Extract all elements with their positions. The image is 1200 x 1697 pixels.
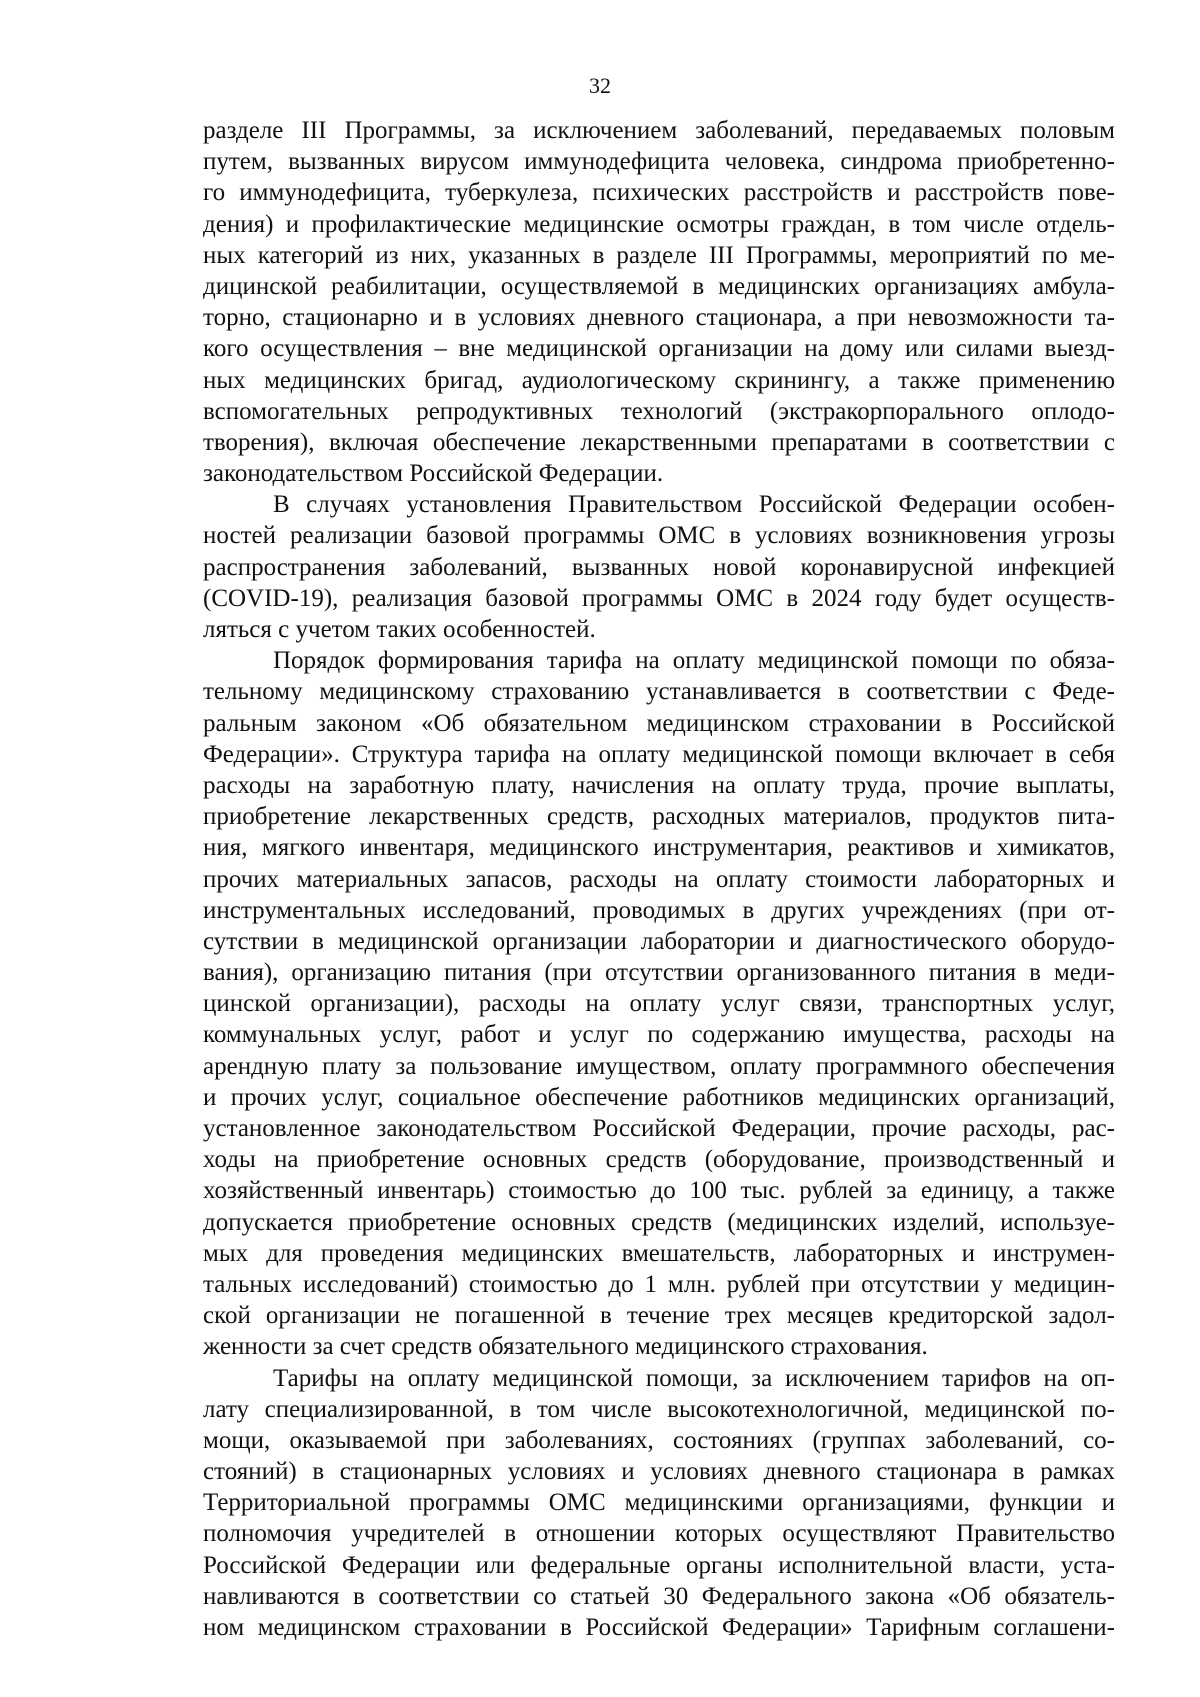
paragraph [203,115,1115,489]
text-line: ном медицинском страховании в Российской Федерации» Тарифным соглашени- [203,1614,1115,1641]
text-line: В случаях установления Правительством Российской Федерации особен- [273,491,1115,519]
text-line: торно, стационарно и в условиях дневного стационара, а при невозможности та- [203,304,1115,332]
text-line: установленное законодательством Российской Федерации, прочие расходы, рас- [203,1115,1115,1142]
text-line: расходы на заработную плату, начисления на оплату труда, прочие выплаты, [203,771,1115,799]
text-line: арендную плату за пользование имуществом, оплату программного обеспечения [203,1052,1115,1080]
text-line: мых для проведения медицинских вмешательств, лабораторных и инструмен- [203,1239,1115,1267]
text-line: кого осуществления – вне медицинской организации на дому или силами выезд- [203,335,1115,363]
text-line: мощи, оказываемой при заболеваниях, состояниях (группах заболеваний, со- [203,1426,1115,1454]
text-line: стояний) в стационарных условиях и условиях дневного стационара в рамках [203,1458,1115,1486]
text-line: приобретение лекарственных средств, расходных материалов, продуктов пита- [203,803,1115,831]
paragraph [203,489,1115,645]
text-line: распространения заболеваний, вызванных новой коронавирусной инфекцией [203,553,1115,581]
text-line: Российской Федерации или федеральные органы исполнительной власти, уста- [203,1551,1115,1579]
text-line: дения) и профилактические медицинские осмотры граждан, в том числе отдель- [203,210,1115,238]
text-line: Порядок формирования тарифа на оплату медицинской помощи по обяза- [273,647,1115,675]
paragraph [203,1363,1115,1644]
text-line: тельному медицинскому страхованию устанавливается в соответствии с Феде- [203,678,1115,706]
text-line: (COVID-19), реализация базовой программы ОМС в 2024 году будет осуществ- [203,584,1115,612]
text-line: творения), включая обеспечение лекарственными препаратами в соответствии с [203,428,1115,456]
text-line: хозяйственный инвентарь) стоимостью до 100 тыс. рублей за единицу, а также [203,1177,1115,1205]
text-line: лату специализированной, в том числе высокотехнологичной, медицинской по- [203,1395,1115,1423]
text-line: ляться с учетом таких особенностей. [203,616,596,643]
text-line: ральным законом «Об обязательном медицинском страховании в Российской [203,709,1115,737]
text-line: сутствии в медицинской организации лаборатории и диагностического оборудо- [203,927,1115,955]
text-line: навливаются в соответствии со статьей 30 Федерального закона «Об обязатель- [203,1582,1115,1610]
text-line: разделе III Программы, за исключением заболеваний, передаваемых половым [203,117,1115,144]
text-line: го иммунодефицита, туберкулеза, психических расстройств и расстройств пове- [203,179,1115,207]
text-line: вания), организацию питания (при отсутствии организованного питания в меди- [203,959,1115,987]
text-line: ностей реализации базовой программы ОМС в условиях возникновения угрозы [203,522,1115,550]
text-line: женности за счет средств обязательного медицинского страхования. [203,1333,928,1361]
page-number: 32 [589,73,611,98]
paragraph [203,645,1115,1362]
text-line: дицинской реабилитации, осуществляемой в медицинских организациях амбула- [203,272,1115,300]
text-line: путем, вызванных вирусом иммунодефицита человека, синдрома приобретенно- [203,148,1115,176]
text-line: ходы на приобретение основных средств (оборудование, производственный и [203,1146,1115,1174]
text-line: коммунальных услуг, работ и услуг по содержанию имущества, расходы на [203,1021,1115,1049]
text-line: полномочия учредителей в отношении которых осуществляют Правительство [203,1520,1115,1548]
text-line: и прочих услуг, социальное обеспечение работников медицинских организаций, [203,1083,1115,1111]
text-line: допускается приобретение основных средств (медицинских изделий, используе- [203,1208,1115,1236]
text-line: ных категорий из них, указанных в разделе III Программы, мероприятий по ме- [203,241,1115,269]
text-line: ных медицинских бригад, аудиологическому скринингу, а также применению [203,366,1115,394]
text-line: Тарифы на оплату медицинской помощи, за исключением тарифов на оп- [273,1364,1115,1392]
text-line: законодательством Российской Федерации. [203,460,664,488]
text-line: вспомогательных репродуктивных технологий (экстракорпорального оплодо- [203,397,1115,425]
text-line: ния, мягкого инвентаря, медицинского инструментария, реактивов и химикатов, [203,834,1115,862]
text-line: Территориальной программы ОМС медицинскими организациями, функции и [203,1489,1115,1517]
text-line: цинской организации), расходы на оплату услуг связи, транспортных услуг, [203,990,1115,1018]
text-line: Федерации». Структура тарифа на оплату медицинской помощи включает в себя [203,740,1115,768]
text-line: тальных исследований) стоимостью до 1 млн. рублей при отсутствии у медицин- [203,1270,1115,1298]
text-line: ской организации не погашенной в течение трех месяцев кредиторской задол- [203,1302,1115,1330]
body-text [203,115,1115,1643]
text-line: инструментальных исследований, проводимых в других учреждениях (при от- [203,896,1115,924]
text-line: прочих материальных запасов, расходы на оплату стоимости лабораторных и [203,865,1115,893]
